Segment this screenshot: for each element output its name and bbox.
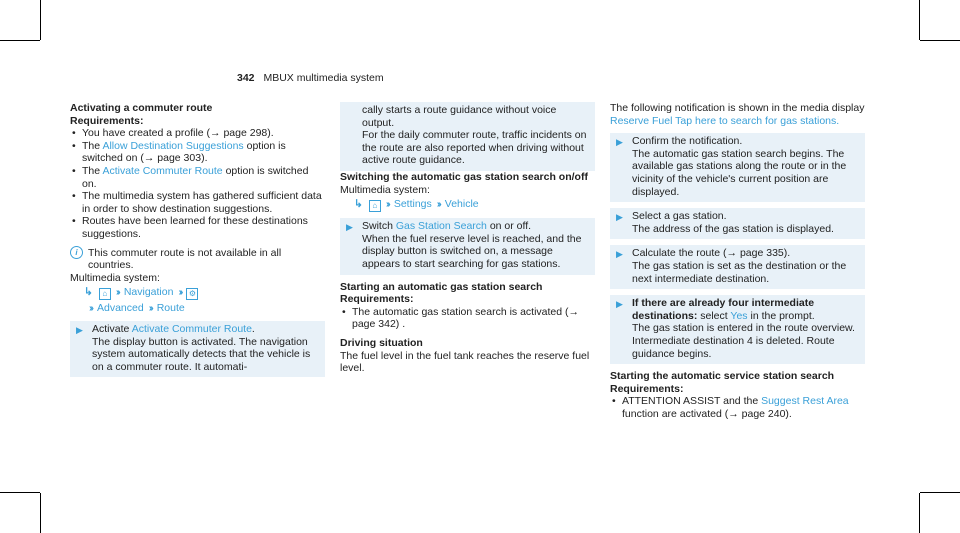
requirements-label: Requirements: — [610, 382, 684, 395]
crop-mark — [920, 492, 960, 493]
arrow-icon: ↳ — [84, 286, 93, 299]
column-1 — [70, 102, 325, 377]
arrow-icon: ↳ — [354, 198, 363, 211]
step-body: The gas station is set as the destination or the next intermediate destination. — [632, 259, 847, 285]
paragraph: The following notification is shown in the media display Reserve Fuel Tap here to search for gas stations. — [610, 102, 865, 127]
step-body: The address of the gas station is displayed. — [632, 222, 834, 235]
step-arrow-icon: ▶ — [76, 324, 83, 335]
crop-mark — [920, 40, 960, 41]
list-item: • The multimedia system has gathered sufficient data in order to show destination suggestions. — [70, 190, 325, 215]
section-heading: Starting an automatic gas station search — [340, 280, 543, 293]
section-heading: Starting the automatic service station search — [610, 370, 835, 383]
note: i This commuter route is not available in all countries. — [70, 247, 325, 272]
gear-icon[interactable]: ⚙ — [186, 288, 198, 300]
page-number: 342 — [237, 72, 255, 84]
step-body: When the fuel reserve level is reached, and the display button is switched on, a message appears to start searching for gas stations. — [362, 232, 582, 270]
list-item: • The automatic gas station search is activated (→ page 342) . — [340, 306, 595, 331]
step-body: The display button is activated. The navigation system automatically detects that the vehicle is on a commuter route. It automati- — [92, 335, 311, 373]
list-item: • ATTENTION ASSIST and the Suggest Rest Area function are activated (→ page 240). — [610, 395, 865, 420]
option-link[interactable]: Activate Commuter Route — [102, 164, 223, 177]
list-item: • The Activate Commuter Route option is switched on. — [70, 165, 325, 190]
crop-mark — [919, 493, 920, 533]
crop-mark — [0, 40, 40, 41]
step — [610, 208, 865, 239]
requirements-label: Requirements: — [340, 293, 414, 306]
column-2 — [340, 102, 595, 375]
step: ▶ If there are already four intermediate destinations: select Yes in the prompt. The gas station is entered in the route overview. Intermediate destination 4 is deleted. Route guidance begins. — [610, 295, 865, 364]
multimedia-label: Multimedia system: — [340, 183, 430, 196]
requirements-list — [70, 127, 325, 240]
option-link[interactable]: Yes — [730, 309, 748, 322]
paragraph: The fuel level in the fuel tank reaches the reserve fuel level. — [340, 349, 590, 375]
step-continued: cally starts a route guidance without voice output. For the daily commuter route, traffic incidents on the route are also reported when driving without active route guidance. — [340, 102, 595, 171]
chevron-icon: ›› — [436, 198, 440, 211]
menu-path — [340, 198, 595, 212]
step — [610, 133, 865, 202]
step-arrow-icon: ▶ — [616, 137, 623, 148]
home-icon: ⌂ — [369, 200, 381, 212]
requirements-list — [610, 395, 865, 420]
crop-mark — [919, 0, 920, 40]
page-title: MBUX multimedia system — [263, 72, 384, 84]
list-item: • The Allow Destination Suggestions option is switched on (→ page 303). — [70, 140, 325, 165]
option-link[interactable]: Suggest Rest Area — [761, 395, 849, 408]
menu-item-route[interactable]: Route — [156, 302, 185, 315]
menu-item-settings[interactable]: Settings — [393, 198, 432, 211]
menu-path — [70, 286, 325, 300]
chevron-icon: ›› — [178, 286, 182, 299]
list-item: • Routes have been learned for these destinations suggestions. — [70, 215, 325, 240]
notification-link[interactable]: Reserve Fuel Tap here to search for gas stations. — [610, 114, 840, 127]
home-icon: ⌂ — [99, 288, 111, 300]
multimedia-label: Multimedia system: — [70, 271, 160, 284]
option-link[interactable]: Gas Station Search — [395, 220, 487, 233]
option-link[interactable]: Allow Destination Suggestions — [102, 139, 244, 152]
step-arrow-icon: ▶ — [346, 222, 353, 233]
step-body: The gas station is entered in the route overview. Intermediate destination 4 is deleted. Route guidance begins. — [632, 322, 855, 360]
chevron-icon: ›› — [148, 302, 152, 315]
section-heading: Activating a commuter route — [70, 102, 213, 114]
crop-mark — [40, 493, 41, 533]
requirements-list — [340, 306, 595, 331]
chevron-icon: ›› — [385, 198, 389, 211]
column-3 — [610, 102, 865, 420]
requirements-label: Requirements: — [70, 114, 144, 127]
step-title: Select a gas station. — [632, 210, 727, 223]
step-body: The automatic gas station search begins. The available gas stations along the route or in the vicinity of the vehicle's current position are displayed. — [632, 147, 847, 198]
list-item: • You have created a profile (→ page 298). — [70, 127, 325, 140]
step-arrow-icon: ▶ — [616, 249, 623, 260]
step-title: Confirm the notification. — [632, 135, 743, 148]
info-icon: i — [70, 246, 83, 259]
crop-mark — [0, 492, 40, 493]
step: ▶ Switch Gas Station Search on or off. When the fuel reserve level is reached, and the display button is switched on, a message appears to start searching for gas stations. — [340, 218, 595, 274]
menu-item-advanced[interactable]: Advanced — [97, 302, 144, 315]
menu-path — [70, 302, 325, 315]
crop-mark — [40, 0, 41, 40]
menu-item-navigation[interactable]: Navigation — [123, 286, 174, 299]
option-link[interactable]: Activate Commuter Route — [131, 322, 252, 335]
page-header — [237, 72, 384, 84]
section-heading: Driving situation — [340, 336, 423, 349]
step-title: Calculate the route (→ page 335). — [632, 247, 791, 260]
step-arrow-icon: ▶ — [616, 299, 623, 310]
step-arrow-icon: ▶ — [616, 212, 623, 223]
chevron-icon: ›› — [115, 286, 119, 299]
section-heading: Switching the automatic gas station search on/off — [340, 170, 588, 183]
step: ▶ Activate Activate Commuter Route. The display button is activated. The navigation system automatically detects that the vehicle is on a commuter route. It automati- — [70, 321, 325, 377]
chevron-icon: ›› — [89, 302, 92, 315]
menu-item-vehicle[interactable]: Vehicle — [444, 198, 479, 211]
step — [610, 245, 865, 289]
